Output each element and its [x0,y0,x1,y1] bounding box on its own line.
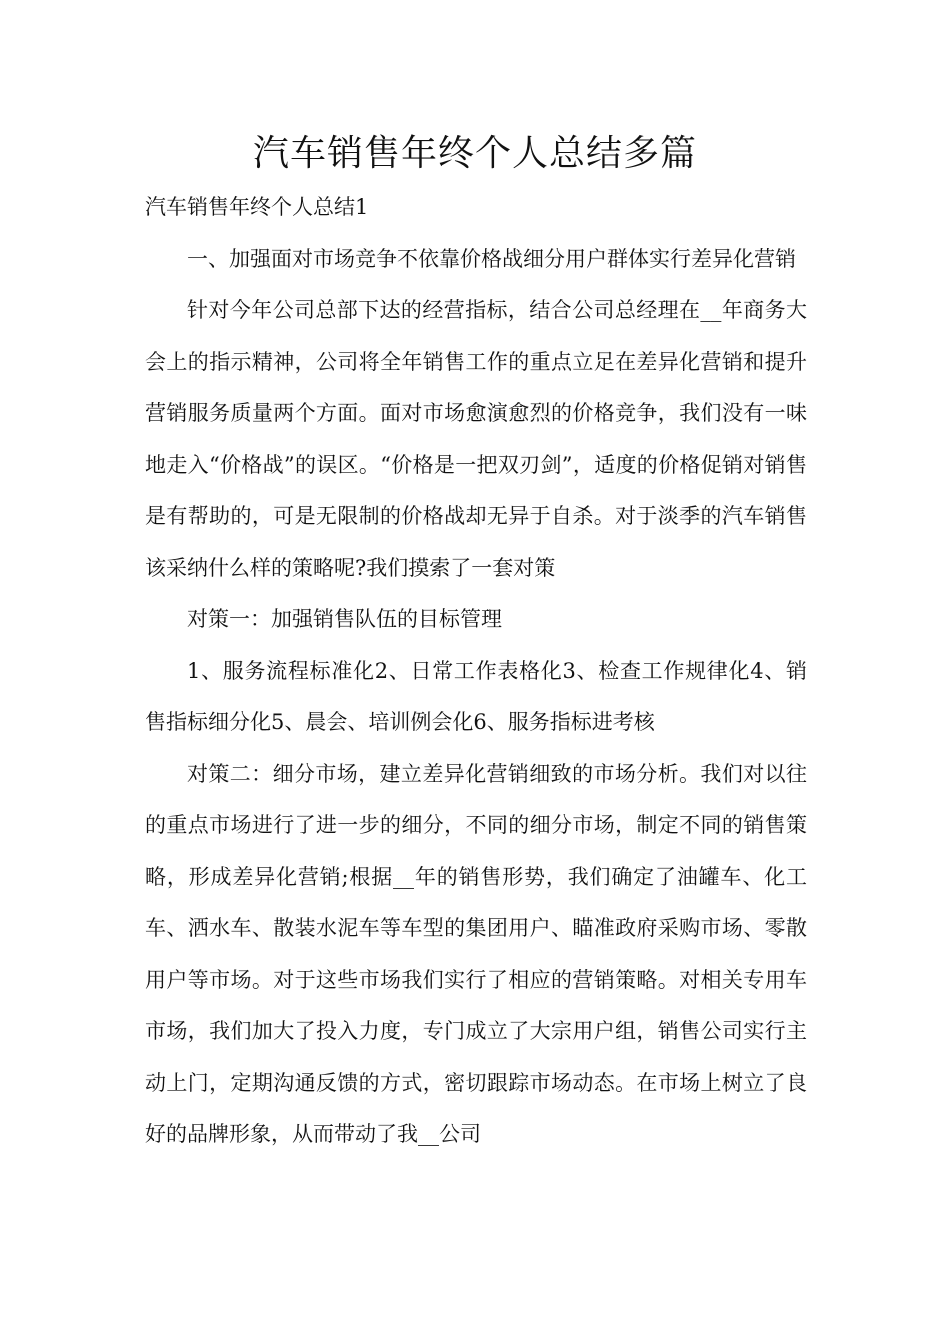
document-body [145,182,807,1161]
section-subtitle: 汽车销售年终个人总结1 [145,195,369,219]
paragraph: 对策一：加强销售队伍的目标管理 [187,607,502,631]
document-title: 汽车销售年终个人总结多篇 [252,133,697,174]
paragraph: 1、服务流程标准化2、日常工作表格化3、检查工作规律化4、销售指标细分化5、晨会、培训例会化6、服务指标进考核 [145,658,807,734]
paragraph: 一、加强面对市场竞争不依靠价格战细分用户群体实行差异化营销 [187,246,796,271]
paragraph: 针对今年公司总部下达的经营指标，结合公司总经理在__年商务大会上的指示精神，公司将全年销售工作的重点立足在差异化营销和提升营销服务质量两个方面。面对市场愈演愈烈的价格竞争，我们没有一味地走入“价格战”的误区。“价格是一把双刃剑”，适度的价格促销对销售是有帮助的，可是无限制的价格战却无异于自杀。对于淡季的汽车销售该采纳什么样的策略呢?我们摸索了一套对策 [145,298,807,580]
paragraph: 对策二：细分市场，建立差异化营销细致的市场分析。我们对以往的重点市场进行了进一步的细分，不同的细分市场，制定不同的销售策略，形成差异化营销;根据__年的销售形势，我们确定了油罐车、化工车、洒水车、散装水泥车等车型的集团用户、瞄准政府采购市场、零散用户等市场。对于这些市场我们实行了相应的营销策略。对相关专用车市场，我们加大了投入力度，专门成立了大宗用户组，销售公司实行主动上门，定期沟通反馈的方式，密切跟踪市场动态。在市场上树立了良好的品牌形象，从而带动了我__公司 [145,761,807,1146]
